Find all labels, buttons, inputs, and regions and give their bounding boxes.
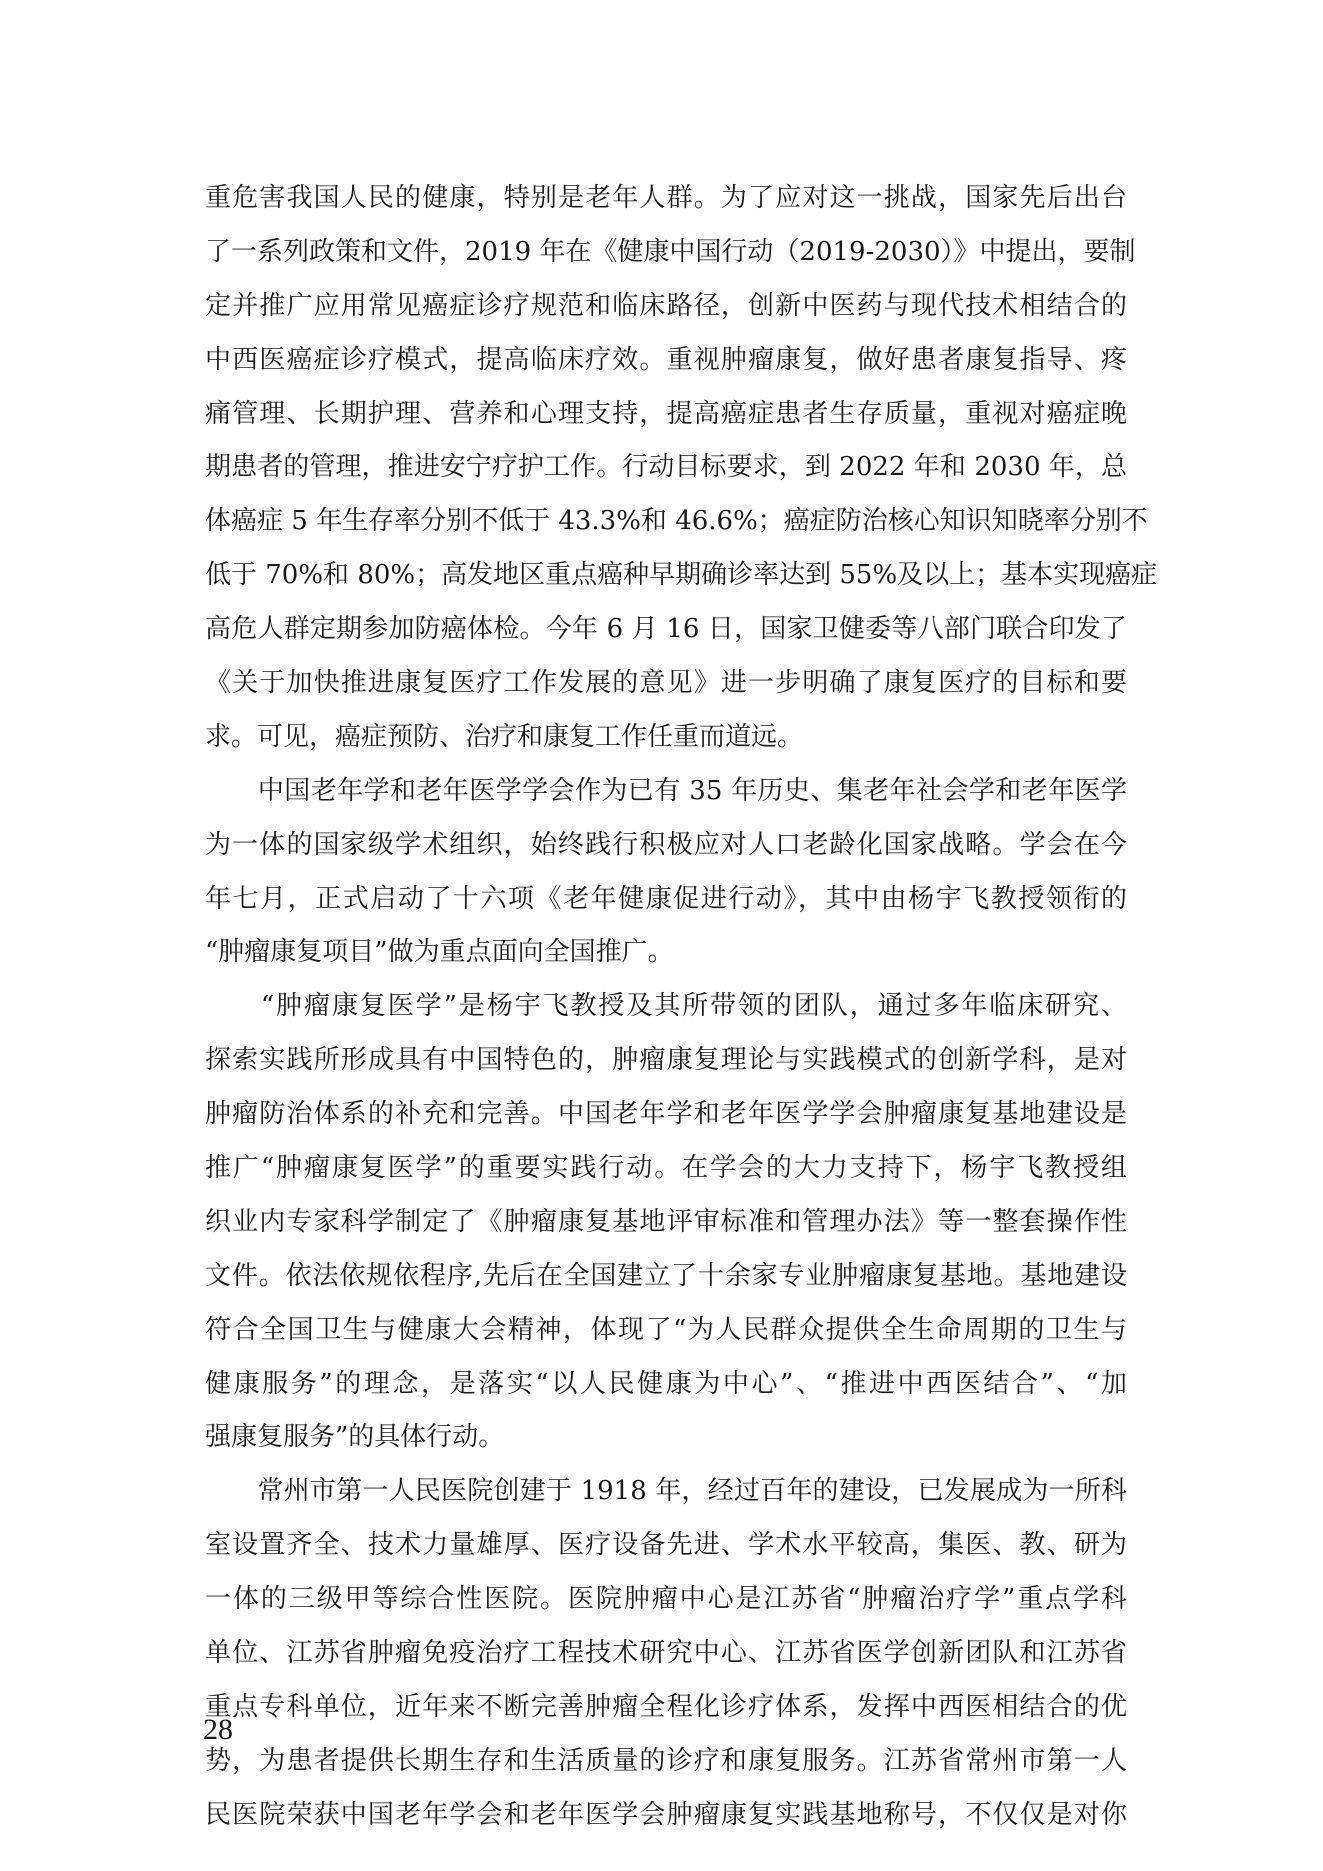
text-line: 为一体的国家级学术组织，始终践行积极应对人口老龄化国家战略。学会在今 (205, 829, 1127, 860)
text-line: 中西医癌症诊疗模式，提高临床疗效。重视肿瘤康复，做好患者康复指导、疼 (205, 344, 1127, 375)
page-number: 28 (203, 1713, 233, 1746)
text-line: 势，为患者提供长期生存和生活质量的诊疗和康复服务。江苏省常州市第一人 (205, 1745, 1127, 1776)
text-line: 一体的三级甲等综合性医院。医院肿瘤中心是江苏省“肿瘤治疗学”重点学科 (205, 1584, 1127, 1615)
text-line: 高危人群定期参加防癌体检。今年 6 月 16 日，国家卫健委等八部门联合印发了 (205, 614, 1127, 645)
text-line: 重危害我国人民的健康，特别是老年人群。为了应对这一挑战，国家先后出台 (205, 183, 1127, 213)
text-line: 重点专科单位，近年来不断完善肿瘤全程化诊疗体系，发挥中西医相结合的优 (205, 1691, 1127, 1722)
text-line: 室设置齐全、技术力量雄厚、医疗设备先进、学术水平较高，集医、教、研为 (205, 1530, 1127, 1561)
text-line: 肿瘤防治体系的补充和完善。中国老年学和老年医学学会肿瘤康复基地建设是 (205, 1099, 1127, 1130)
text-line: 期患者的管理，推进安宁疗护工作。行动目标要求，到 2022 年和 2030 年，总 (205, 452, 1127, 483)
body-text (205, 172, 1158, 1843)
text-line: 织业内专家科学制定了《肿瘤康复基地评审标准和管理办法》等一整套操作性 (205, 1206, 1127, 1237)
text-line: 健康服务”的理念，是落实“以人民健康为中心”、“推进中西医结合”、“加 (205, 1368, 1127, 1399)
text-line: 文件。依法依规依程序,先后在全国建立了十余家专业肿瘤康复基地。基地建设 (205, 1260, 1127, 1291)
text-line: 年七月，正式启动了十六项《老年健康促进行动》，其中由杨宇飞教授领衔的 (205, 883, 1127, 914)
text-line: 民医院荣获中国老年学会和老年医学会肿瘤康复实践基地称号，不仅仅是对你 (205, 1799, 1127, 1830)
text-line: 求。可见，癌症预防、治疗和康复工作任重而道远。 (205, 721, 804, 752)
text-line: 痛管理、长期护理、营养和心理支持，提高癌症患者生存质量，重视对癌症晚 (205, 398, 1127, 429)
text-line: “肿瘤康复医学”是杨宇飞教授及其所带领的团队，通过多年临床研究、 (205, 991, 1127, 1022)
text-line: 符合全国卫生与健康大会精神，体现了“为人民群众提供全生命周期的卫生与 (205, 1314, 1127, 1345)
text-line: “肿瘤康复项目”做为重点面向全国推广。 (205, 937, 674, 968)
text-line: 定并推广应用常见癌症诊疗规范和临床路径，创新中医药与现代技术相结合的 (205, 290, 1127, 321)
text-line: 常州市第一人民医院创建于 1918 年，经过百年的建设，已发展成为一所科 (205, 1476, 1127, 1507)
text-line: 单位、江苏省肿瘤免疫治疗工程技术研究中心、江苏省医学创新团队和江苏省 (205, 1638, 1127, 1669)
text-line: 《关于加快推进康复医疗工作发展的意见》进一步明确了康复医疗的目标和要 (205, 668, 1127, 699)
text-line: 推广“肿瘤康复医学”的重要实践行动。在学会的大力支持下，杨宇飞教授组 (205, 1153, 1127, 1184)
text-line: 强康复服务”的具体行动。 (205, 1422, 505, 1453)
text-line: 探索实践所形成具有中国特色的，肿瘤康复理论与实践模式的创新学科，是对 (205, 1045, 1127, 1076)
text-line: 中国老年学和老年医学学会作为已有 35 年历史、集老年社会学和老年医学 (205, 775, 1127, 806)
text-line: 低于 70%和 80%；高发地区重点癌种早期确诊率达到 55%及以上；基本实现癌症 (205, 560, 1158, 591)
text-line: 体癌症 5 年生存率分别不低于 43.3%和 46.6%；癌症防治核心知识知晓率分别不 (205, 506, 1148, 537)
text-line: 了一系列政策和文件，2019 年在《健康中国行动（2019-2030）》中提出，要制 (205, 236, 1136, 267)
